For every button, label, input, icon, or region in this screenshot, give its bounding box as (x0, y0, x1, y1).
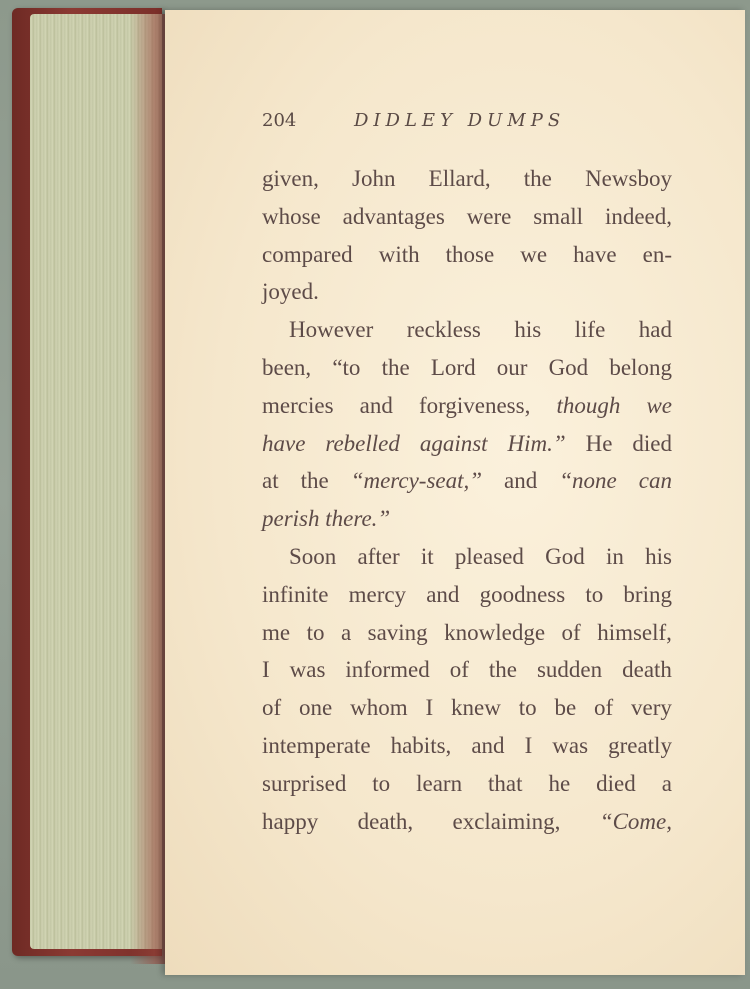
word: goodness (479, 581, 566, 607)
word: those (445, 241, 495, 267)
word: there.” (325, 506, 391, 532)
page-number: 204 (262, 110, 297, 131)
text-line (262, 576, 672, 614)
word: with (378, 241, 420, 267)
word: the (300, 468, 329, 494)
word: greatly (608, 732, 672, 758)
word: have (573, 241, 617, 267)
text-line (262, 614, 672, 652)
word: life (574, 317, 606, 343)
word: indeed, (604, 203, 672, 229)
word: God (548, 354, 589, 380)
word: Lord (430, 354, 476, 380)
word: of (262, 695, 282, 721)
word: perish (262, 506, 320, 532)
word: given, (262, 166, 319, 191)
word: be (554, 695, 577, 721)
word: However (289, 317, 374, 343)
word: his (645, 543, 672, 569)
word: died (596, 770, 636, 796)
word: informed (345, 657, 430, 683)
word: compared (262, 241, 353, 267)
word: the (523, 166, 552, 191)
word: to (518, 695, 537, 721)
word: one (299, 695, 333, 721)
word: saving (367, 619, 428, 645)
word: the (381, 354, 410, 380)
word: he (548, 770, 571, 796)
word: Him.” (507, 430, 566, 456)
text-line (262, 651, 672, 689)
word: though (556, 392, 621, 418)
word: God (545, 543, 585, 569)
word: mercies (262, 392, 334, 418)
word: pleased (454, 543, 524, 569)
text-line (262, 727, 672, 765)
word: sudden (536, 657, 603, 683)
word: were (466, 203, 512, 229)
word: forgiveness, (418, 392, 531, 418)
word: at (262, 468, 279, 494)
running-head-title: DIDLEY DUMPS (354, 110, 566, 131)
word: of (449, 657, 469, 683)
word: rebelled (325, 430, 400, 456)
word: “to (332, 354, 361, 380)
word: in (605, 543, 624, 569)
word: Ellard, (428, 166, 491, 191)
word: a (340, 619, 352, 645)
word: death, (357, 808, 414, 834)
text-line (262, 689, 672, 727)
word: surprised (262, 770, 347, 796)
text-line (262, 349, 672, 387)
word: against (419, 430, 488, 456)
word: “none (559, 468, 617, 494)
text-line (262, 273, 672, 311)
word: himself, (597, 619, 672, 645)
word: reckless (406, 317, 481, 343)
word: of (594, 695, 614, 721)
word: advantages (342, 203, 445, 229)
word: I (425, 695, 434, 721)
word: and (471, 732, 505, 758)
word: the (488, 657, 517, 683)
word: to (372, 770, 391, 796)
word: I (262, 657, 270, 683)
word: joyed. (262, 279, 319, 305)
text-line (262, 500, 672, 538)
text-line (262, 803, 672, 841)
word: belong (609, 354, 672, 380)
word: and (426, 581, 460, 607)
word: knowledge (444, 619, 546, 645)
word: died (632, 430, 672, 456)
text-line (262, 160, 672, 198)
word: “mercy-seat,” (350, 468, 483, 494)
word: have (262, 430, 306, 456)
word: we (520, 241, 548, 267)
book-page (165, 10, 745, 975)
word: knew (451, 695, 501, 721)
word: bring (623, 581, 672, 607)
word: to (585, 581, 604, 607)
word: exclaiming, (452, 808, 561, 834)
word: and (359, 392, 393, 418)
word: John (352, 166, 396, 191)
text-line (262, 198, 672, 236)
word: whom (350, 695, 408, 721)
word: whose (262, 203, 321, 229)
word: “Come, (599, 808, 672, 834)
word: mercy (348, 581, 407, 607)
word: small (533, 203, 584, 229)
word: to (306, 619, 325, 645)
word: a (661, 770, 672, 796)
word: after (357, 543, 400, 569)
word: He (585, 430, 613, 456)
word: I (524, 732, 533, 758)
text-line (262, 387, 672, 425)
word: infinite (262, 581, 329, 607)
word: we (646, 392, 672, 418)
body-text (262, 160, 672, 840)
text-line (262, 462, 672, 500)
text-line (262, 765, 672, 803)
word: Soon (289, 543, 337, 569)
word: happy (262, 808, 319, 834)
page-edge-shadow (130, 14, 170, 964)
running-header (262, 110, 722, 131)
word: his (514, 317, 542, 343)
text-line (262, 236, 672, 274)
word: very (631, 695, 672, 721)
text-line (262, 538, 672, 576)
word: had (638, 317, 672, 343)
word: en- (642, 241, 672, 267)
word: was (289, 657, 326, 683)
word: habits, (390, 732, 452, 758)
word: can (638, 468, 672, 494)
word: and (504, 468, 538, 494)
word: Newsboy (585, 166, 672, 191)
text-line (262, 311, 672, 349)
word: was (552, 732, 589, 758)
text-line (262, 425, 672, 463)
word: learn (416, 770, 463, 796)
word: of (561, 619, 581, 645)
word: that (488, 770, 523, 796)
word: it (420, 543, 434, 569)
word: been, (262, 354, 312, 380)
word: me (262, 619, 291, 645)
word: death (622, 657, 672, 683)
word: our (496, 354, 528, 380)
word: intemperate (262, 732, 371, 758)
